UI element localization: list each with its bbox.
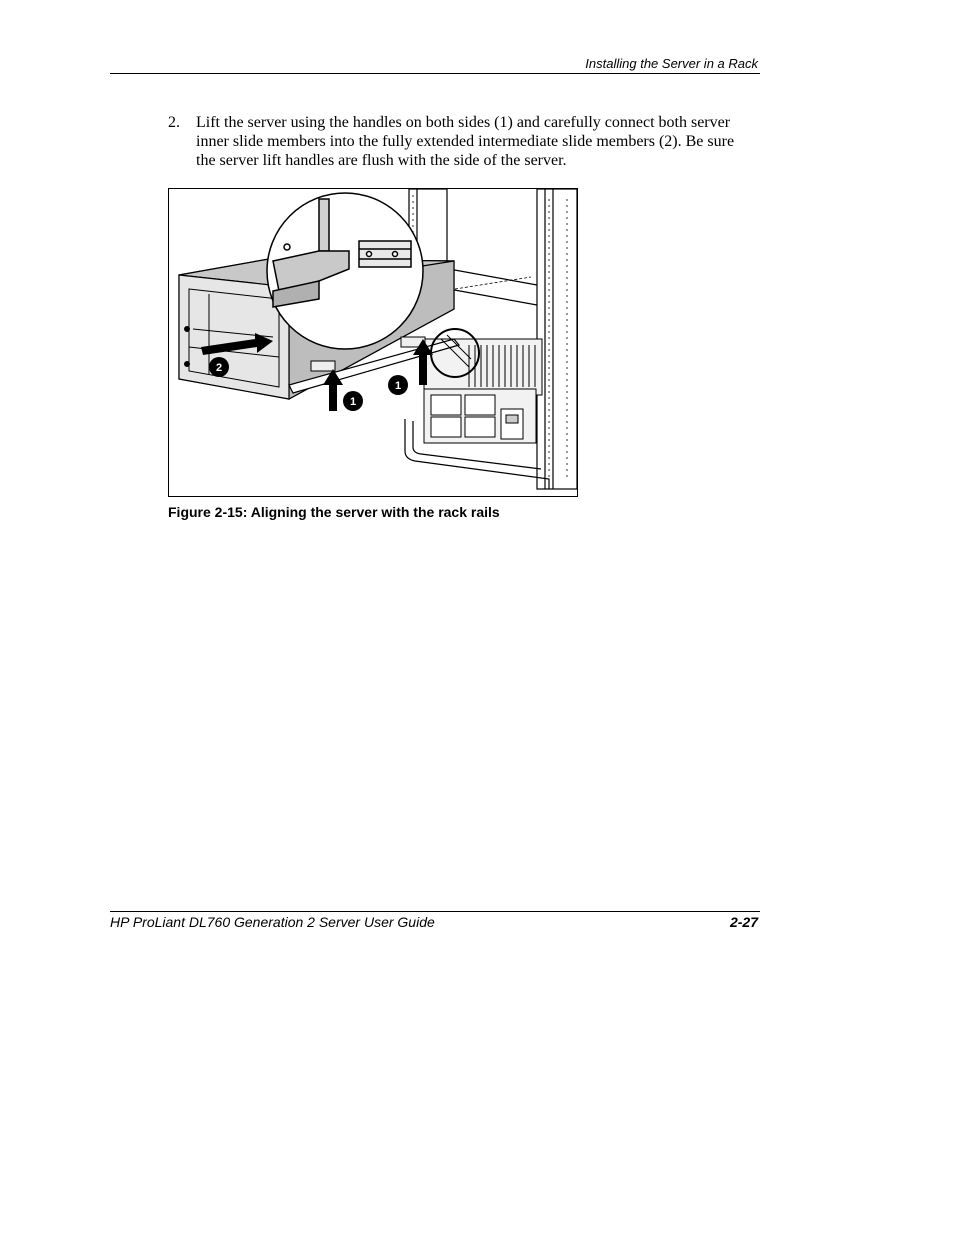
header-rule <box>110 73 760 74</box>
installed-server-front <box>424 339 542 443</box>
callout-1-left-label: 1 <box>349 396 357 408</box>
footer-guide-title: HP ProLiant DL760 Generation 2 Server User Guide <box>110 914 435 930</box>
callout-1-right <box>388 375 408 395</box>
callout-2 <box>209 357 229 377</box>
callout-1-left <box>343 391 363 411</box>
illustration-drawing <box>169 189 578 497</box>
callout-1-right-label: 1 <box>394 380 402 392</box>
step-number: 2. <box>168 114 180 131</box>
running-header: Installing the Server in a Rack <box>585 56 758 71</box>
figure-caption: Figure 2-15: Aligning the server with the rack rails <box>168 504 500 520</box>
detail-magnifier <box>267 193 423 349</box>
footer-rule <box>110 911 760 912</box>
callout-2-label: 2 <box>215 362 223 374</box>
footer-page-number: 2-27 <box>729 914 758 930</box>
server-rack-illustration <box>168 188 578 497</box>
step-text: Lift the server using the handles on both sides (1) and carefully connect both server inner slide members into the fully extended intermediate slide members (2). Be sure the server lift handles are flush with the side of the server. <box>196 114 735 169</box>
